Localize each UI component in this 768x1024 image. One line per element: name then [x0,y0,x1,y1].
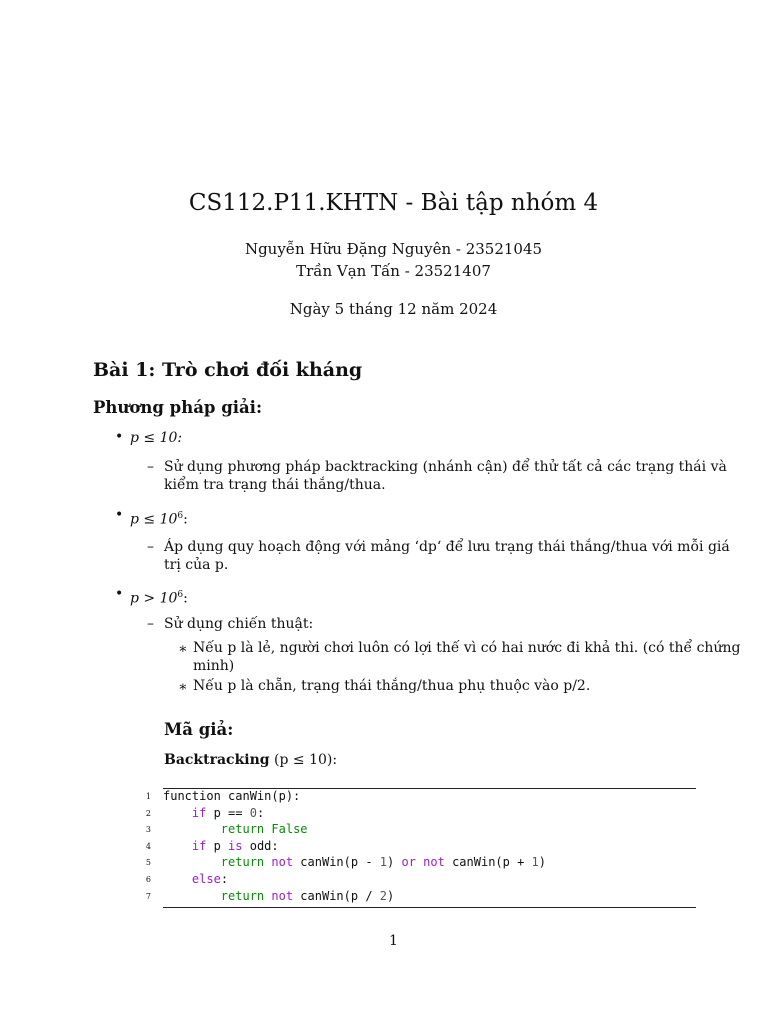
author-2: Trần Vạn Tấn - 23521407 [296,262,491,280]
code-text: function canWin(p): [163,789,301,803]
code-line [133,789,300,803]
case-1-text-1: Sử dụng phương pháp backtracking (nhánh cận) để thử tất cả các trạng thái và [164,459,727,475]
star-1: ∗ [178,641,188,657]
case-2-condition: $p \le 10^6$: [130,511,188,528]
author-1: Nguyễn Hữu Đặng Nguyên - 23521045 [244,240,543,258]
case-1-text-2: kiểm tra trạng thái thắng/thua. [164,477,386,493]
code-text: return False [220,822,308,837]
case-3-text-1: Sử dụng chiến thuật: [164,616,314,632]
case-2-text-1: Áp dụng quy hoạch động với mảng ‘dp‘ để lưu trạng thái thắng/thua với mỗi giá [164,539,730,555]
code-line [133,822,308,836]
code-line [133,889,394,903]
line-number: 5 [145,858,151,868]
line-number: 1 [145,792,151,801]
page-number: 1 [389,933,398,949]
backtracking-heading: Backtracking (p ≤ 10): [164,752,338,768]
bullet-3: • [115,586,124,602]
document-date: Ngày 5 tháng 12 năm 2024 [289,300,498,318]
code-line [133,872,228,886]
star-2: ∗ [178,679,188,695]
code-line [133,855,546,869]
document-title: CS112.P11.KHTN - Bài tập nhóm 4 [188,190,599,216]
case-2-text-2: trị của p. [164,557,229,573]
code-line [133,806,264,820]
case-3-condition: $p > 10^6$: [130,590,188,607]
bullet-1: • [115,429,124,445]
line-number: 7 [145,891,151,901]
code-text: if p == 0: [191,805,265,820]
bullet-2: • [115,507,124,523]
method-title: Phương pháp giải: [93,398,263,417]
code-text: if p is odd: [191,838,279,853]
line-number: 3 [145,825,151,835]
pseudo-title: Mã giả: [164,720,234,739]
case-3-sub-1a: Nếu p là lẻ, người chơi luôn có lợi thế vì có hai nước đi khả thi. (có thể chứng [193,640,741,656]
case-1-condition: p ≤ 10: [130,430,183,446]
line-number: 2 [145,808,151,818]
case-3-sub-1b: minh) [193,658,235,674]
code-text: return not canWin(p / 2) [220,888,395,903]
code-bottom-rule [163,907,696,908]
dash-2: – [147,539,154,555]
case-3-sub-2: Nếu p là chẵn, trạng thái thắng/thua phụ thuộc vào p/2. [193,678,591,694]
dash-1: – [147,459,154,475]
section-title: Bài 1: Trò chơi đối kháng [93,359,363,381]
line-number: 6 [145,875,151,884]
dash-3: – [147,616,154,632]
code-text: return not canWin(p - 1) or not canWin(p + 1) [220,855,547,870]
line-number: 4 [145,841,151,851]
code-line [133,839,279,853]
code-text: else: [191,872,229,886]
